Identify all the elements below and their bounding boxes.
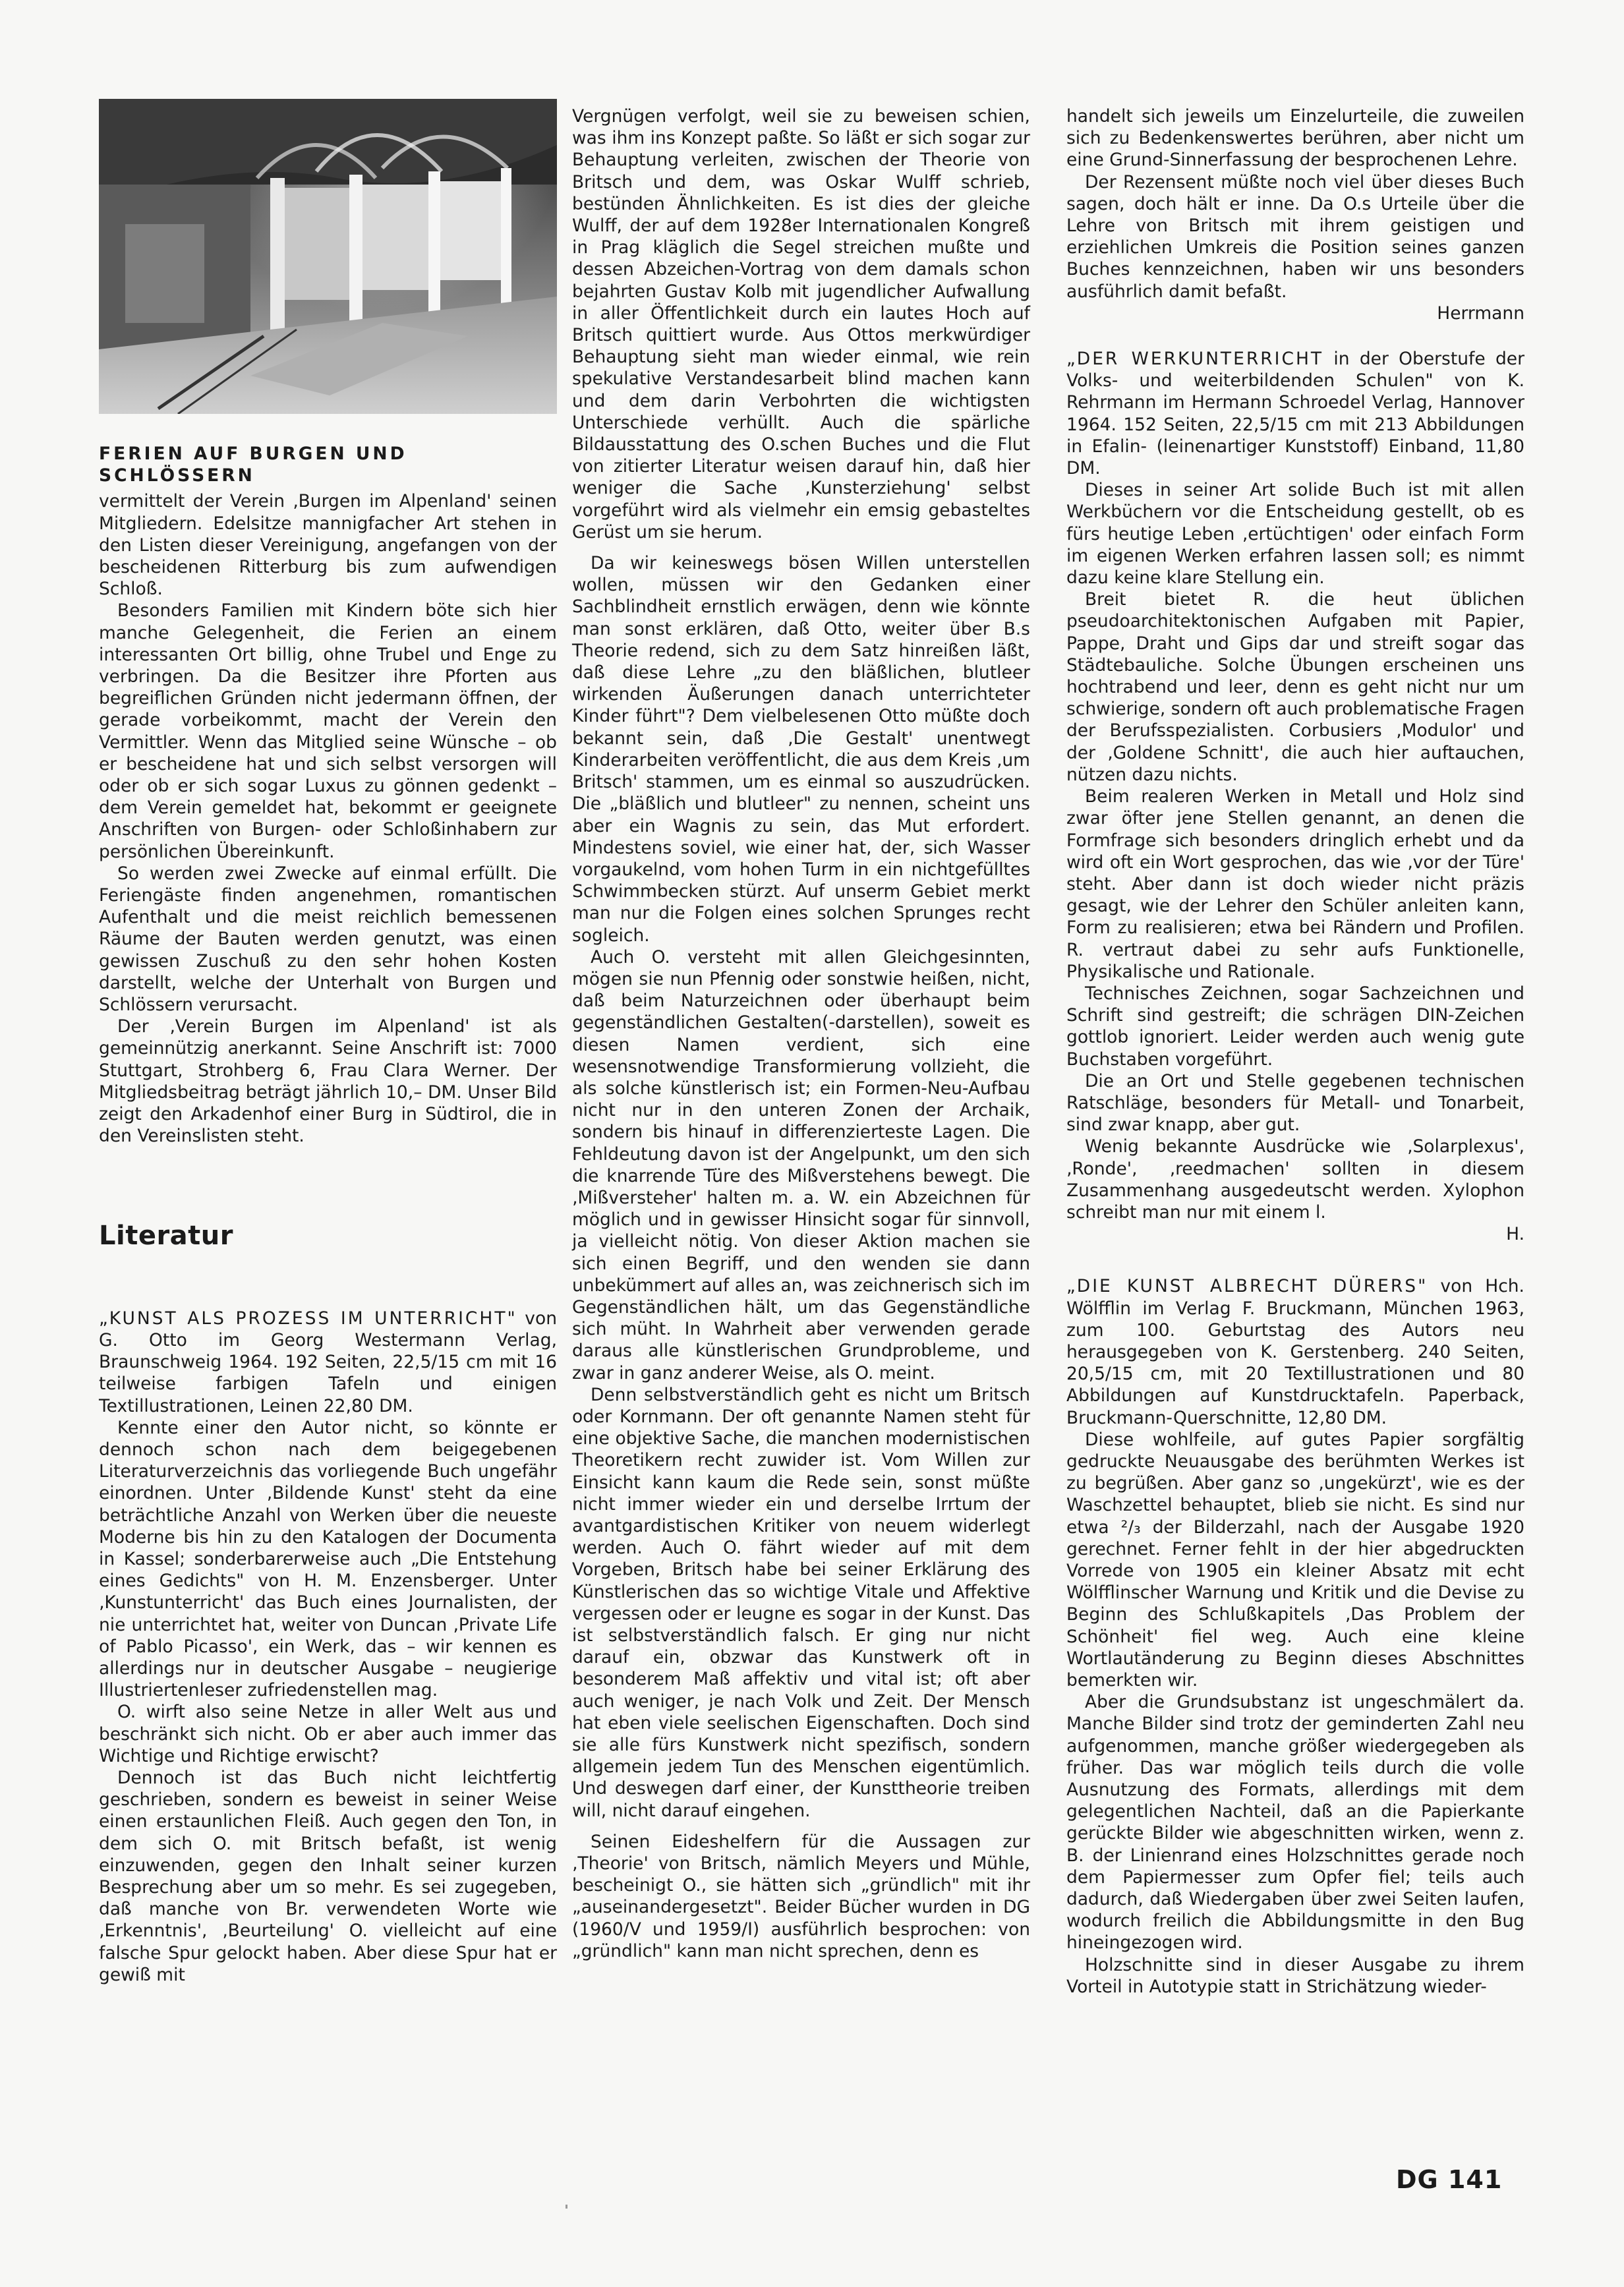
page-number: DG 141 (1396, 2165, 1503, 2194)
literatur-heading: Literatur (99, 1220, 233, 1251)
column-right (1066, 105, 1524, 1998)
review-bibliography: von Hch. Wölfflin im Verlag F. Bruckmann, München 1963, zum 100. Geburtstag des Autors neu herausgegeben von K. Gerstenberg. 240 Seiten, 20,5/15 cm, mit 20 Textillustrationen und 80 Abbildungen auf Kunstdrucktafeln. Paperback, Bruckmann-Querschnitte, 12,80 DM. (1066, 1276, 1524, 1428)
review-signature: H. (1506, 1224, 1524, 1245)
ferien-paragraph: Der ‚Verein Burgen im Alpenland' ist als gemeinnützig anerkannt. Seine Anschrift ist: 7000 Stuttgart, Strohberg 6, Frau Clara Werner. Der Mitgliedsbeitrag beträgt jährlich 10,– DM. Unser Bild zeigt den Arkadenhof einer Burg in Südtirol, die in den Vereinslisten steht. (99, 1016, 557, 1147)
review-paragraph: Aber die Grundsubstanz ist ungeschmälert da. Manche Bilder sind trotz der geminderten Zahl neu aufgenommen, manche größer wiedergegeben als früher. Das war möglich teils durch die volle Ausnutzung des Formats, allerdings mit dem gelegentlichen Nachteil, daß an die Papierkante gerückte Bilder wie abgeschnitten wirken, wenn z. B. der Linienrand eines Holzschnittes gerade noch dem Papiermesser zum Opfer fiel; teils auch dadurch, daß Wiedergaben über zwei Seiten laufen, wodurch freilich die Abbildungsmitte in den Bug hineingezogen wird. (1066, 1692, 1524, 1954)
review-paragraph: Die an Ort und Stelle gegebenen technischen Ratschläge, besonders für Metall- und Tonarbeit, sind zwar knapp, aber gut. (1066, 1070, 1524, 1136)
review-paragraph: Seinen Eideshelfern für die Aussagen zur ‚Theorie' von Britsch, nämlich Meyers und Mühle, bescheinigt O., sie hätten sich „gründlich" mit ihr „auseinandergesetzt". Beider Bücher wurden in DG (1960/V und 1959/I) ausführlich besprochen: von „gründlich" kann man nicht sprechen, denn es (572, 1831, 1030, 1961)
column-middle (572, 105, 1030, 1962)
review-paragraph: handelt sich jeweils um Einzelurteile, die zuweilen sich zu Bedenkenswertes berühren, aber nicht um eine Grund-Sinnerfassung der besprochenen Lehre. (1066, 106, 1524, 171)
review-intro (99, 1308, 557, 1417)
review-paragraph: O. wirft also seine Netze in aller Welt aus und beschränkt sich nicht. Ob er aber auch immer das Wichtige und Richtige erwischt? (99, 1702, 557, 1766)
review-title: „KUNST ALS PROZESS IM UNTERRICHT" (99, 1308, 517, 1329)
review-paragraph: Vergnügen verfolgt, weil sie zu beweisen schien, was ihm ins Konzept paßte. So läßt er sich sogar zur Behauptung verleiten, zwischen der Theorie von Britsch und dem, was Oskar Wulff schrieb, bestünden Ähnlichkeiten. Es ist dies der gleiche Wulff, der auf dem 1928er Internationalen Kongreß in Prag kläglich die Segel streichen mußte und dessen Abzeichen-Vortrag von dem damals schon bejahrten Gustav Kolb mit jugendlicher Aufwallung in aller Öffentlichkeit durch ein lautes Hoch auf Britsch quittiert wurde. Aus Ottos merkwürdiger Behauptung sieht man wieder einmal, wie rein spekulative Verstandesarbeit blind machen kann und dem darin Verbohrten die wichtigsten Unterschiede verhüllt. Auch die spärliche Bildausstattung des O.schen Buches und die Flut von zitierter Literatur weisen darauf hin, daß hier weniger die Sache ‚Kunsterziehung' selbst vorgeführt wird als vielmehr ein emsig gebasteltes Gerüst um sie herum. (572, 106, 1030, 542)
review-title: „DIE KUNST ALBRECHT DÜRERS" (1066, 1276, 1428, 1297)
arcade-photo (99, 99, 557, 414)
review-paragraph: Auch O. versteht mit allen Gleichgesinnten, mögen sie nun Pfennig oder sonstwie heißen, nicht, daß beim Naturzeichnen oder überhaupt beim gegenständlichen Gestalten(-darstellen), soweit es diesen Namen verdient, sich eine wesensnotwendige Transformierung vollzieht, die als solche künstlerisch ist; ein Formen-Neu-Aufbau nicht nur in den unteren Zonen der Archaik, sondern bis hinauf in differenzierteste Lagen. Die Fehldeutung davon ist der Angelpunkt, um den sich die knarrende Türe des Mißverstehens bewegt. Die ‚Mißversteher' halten m. a. W. ein Abzeichnen für möglich und in gewisser Hinsicht sogar für sinnvoll, ja vielleicht nötig. Von dieser Aktion machen sie sich einen Begriff, und den wenden sie dann unbekümmert auf alles an, was zeichnerisch sich im Gegenständlichen hält, um das Gegenständliche sich müht. In Wahrheit aber verwenden gerade daraus alle künstlerischen Grundprobleme, und zwar in ganz anderer Weise, als O. meint. (572, 946, 1030, 1383)
review-paragraph: Breit bietet R. die heut üblichen pseudoarchitektonischen Aufgaben mit Papier, Pappe, Draht und Gips dar und streift sogar das Städtebauliche. Solche Übungen erscheinen uns hochtrabend und leer, denn es geht nicht nur um schwierige, sondern oft auch problematische Fragen der Berufsspezialisten. Corbusiers ‚Modulor' und der ‚Goldene Schnitt', die auch hier auftauchen, nützen dazu nichts. (1066, 589, 1524, 785)
ferien-paragraph: So werden zwei Zwecke auf einmal erfüllt. Die Feriengäste finden angenehmen, romantischen Aufenthalt und die meist reichlich bemessenen Räume der Bauten werden genutzt, was einen gewissen Zuschuß zu den sehr hohen Kosten darstellt, welche der Unterhalt von Burgen und Schlössern verursacht. (99, 863, 557, 1016)
review-bibliography: in der Oberstufe der Volks- und weiterbildenden Schulen" von K. Rehrmann im Hermann Schroedel Verlag, Hannover 1964. 152 Seiten, 22,5/15 cm mit 213 Abbildungen in Efalin- (leinenartiger Kunststoff) Einband, 11,80 DM. (1066, 349, 1524, 479)
review-intro (1066, 1275, 1524, 1428)
review-paragraph: Wenig bekannte Ausdrücke wie ‚Solarplexus', ‚Ronde', ‚reedmachen' sollten in diesem Zusammenhang ausgedeutscht werden. Xylophon schreibt man nur mit einem l. (1066, 1136, 1524, 1223)
review-intro (1066, 348, 1524, 479)
ferien-paragraph: vermittelt der Verein ‚Burgen im Alpenland' seinen Mitgliedern. Edelsitze mannigfacher Art stehen in den Listen dieser Vereinigung, angefangen von der bescheidenen Ritterburg bis zum aufwendigen Schloß. (99, 491, 557, 600)
review-signature: Herrmann (1437, 303, 1524, 324)
review-bibliography: von G. Otto im Georg Westermann Verlag, Braunschweig 1964. 192 Seiten, 22,5/15 cm mit 16 teilweise farbigen Tafeln und einigen Textillustrationen, Leinen 22,80 DM. (99, 1308, 557, 1416)
arcade-illustration (99, 99, 557, 414)
ferien-paragraph: Besonders Familien mit Kindern böte sich hier manche Gelegenheit, die Ferien an einem interessanten Ort billig, ohne Trubel und Enge zu verbringen. Da die Besitzer ihre Pforten aus begreiflichen Gründen nicht jedermann öffnen, der gerade vorbeikommt, macht der Verein den Vermittler. Wenn das Mitglied seine Wünsche – ob er bescheidene hat und sich selbst versorgen will oder ob er sich sogar Luxus zu gönnen gedenkt – dem Verein gemeldet hat, bekommt er geeignete Anschriften von Burgen- oder Schloßinhabern zur persönlichen Übereinkunft. (99, 600, 557, 862)
review-paragraph: Diese wohlfeile, auf gutes Papier sorgfältig gedruckte Neuausgabe des berühmten Werkes ist zu begrüßen. Aber ganz so ‚ungekürzt', wie es der Waschzettel behauptet, blieb sie nicht. Es sind nur etwa ²/₃ der Bilderzahl, nach der Ausgabe 1920 gerechnet. Ferner fehlt in der hier abgedruckten Vorrede von 1905 ein kleiner Absatz mit echt Wölfflinscher Warnung und Kritik und die Devise zu Beginn des Schlußkapitels ‚Das Problem der Schönheit' fiel weg. Auch eine kleine Wortlautänderung zu Beginn dieses Abschnittes bemerkten wir. (1066, 1429, 1524, 1691)
review-paragraph: Der Rezensent müßte noch viel über dieses Buch sagen, doch hält er inne. Da O.s Urteile über die Lehre von Britsch mit ihrem geistigen und erziehlichen Umkreis die Position seines ganzen Buches kennzeichnen, haben wir uns besonders ausführlich damit befaßt. (1066, 171, 1524, 302)
review-title: „DER WERKUNTERRICHT (1066, 349, 1324, 370)
review-paragraph: Da wir keineswegs bösen Willen unterstellen wollen, müssen wir den Gedanken einer Sachblindheit ernstlich erwägen, denn wie könnte man sonst erklären, daß Otto, weiter über B.s Theorie redend, sich zu dem Satz hinreißen läßt, daß diese Lehre „zu den bläßlichen, blutleer wirkenden Äußerungen danach unterrichteter Kinder führt"? Dem vielbelesenen Otto müßte doch bekannt sein, daß ‚Die Gestalt' unentwegt Kinderarbeiten veröffentlicht, die aus dem Kreis ‚um Britsch' stammen, um es einmal so auszudrücken. Die „bläßlich und blutleer" zu nennen, scheint uns aber ein Wagnis zu sein, das Mut erfordert. Mindestens soviel, wie einer hat, der, sich Wasser vorgaukelnd, vom hohen Turm in ein nichtgefülltes Schwimmbecken stürzt. Auf unserm Gebiet merkt man nur die Folgen eines solchen Sprunges recht sogleich. (572, 553, 1030, 946)
print-speck (566, 2205, 567, 2209)
ferien-heading: FERIEN AUF BURGEN UND SCHLÖSSERN (99, 444, 407, 486)
review-paragraph: Holzschnitte sind in dieser Ausgabe zu ihrem Vorteil in Autotypie statt in Strichätzung wieder- (1066, 1954, 1524, 1997)
review-paragraph: Technisches Zeichnen, sogar Sachzeichnen und Schrift sind gestreift; die schrägen DIN-Zeichen gottlob ignoriert. Leider werden auch wenig gute Buchstaben vorgeführt. (1066, 983, 1524, 1070)
review-paragraph: Beim realeren Werken in Metall und Holz sind zwar öfter jene Stellen genannt, an denen die Formfrage sich besonders dringlich erhebt und da wird oft ein Wort gesprochen, das wie ‚vor der Türe' steht. Aber dann ist doch wieder nicht präzis gesagt, wie der Lehrer den Schüler anleiten kann, Form zu realisieren; etwa bei Rändern und Profilen. R. vertraut dabei zu sehr aufs Funktionelle, Physikalische und Rationale. (1066, 786, 1524, 982)
review-paragraph: Kennte einer den Autor nicht, so könnte er dennoch schon nach dem beigegebenen Literaturverzeichnis das vorliegende Buch ungefähr einordnen. Unter ‚Bildende Kunst' steht da eine beträchtliche Anzahl von Werken über die neueste Moderne bis hin zu den Katalogen der Documenta in Kassel; sonderbarerweise auch „Die Entstehung eines Gedichts" von H. M. Enzensberger. Unter ‚Kunstunterricht' das Buch eines Journalisten, der nie unterrichtet hat, weiter von Duncan ‚Private Life of Pablo Picasso', ein Werk, das – wir kennen es allerdings nur in deutscher Ausgabe – neugierige Illustriertenleser zufriedenstellen mag. (99, 1417, 557, 1701)
review-paragraph: Denn selbstverständlich geht es nicht um Britsch oder Kornmann. Der oft genannte Namen steht für eine objektive Sache, die manchen modernistischen Theoretikern recht zuwider ist. Vom Willen zur Einsicht kann kaum die Rede sein, sonst müßte nicht immer wieder ein und derselbe Irrtum der avantgardistischen Kritiker von neuem widerlegt werden. Auch O. fährt wieder auf mit dem Vorgeben, Britsch habe bei seiner Erklärung des Künstlerischen das so wichtige Vitale und Affektive vergessen oder er leugne es sogar in der Kunst. Das ist selbstverständlich falsch. Er ging nur nicht darauf ein, obzwar das Kunstwerk oft in besonderem Maß affektiv und vital ist; oft aber auch weniger, je nach Volk und Zeit. Der Mensch hat eben viele seelischen Eigenschaften. Doch sind sie alle fürs Kunstwerk nicht spezifisch, sondern allgemein jedem Tun des Menschen eigentümlich. Und deswegen darf einer, der Kunsttheorie treiben will, nicht darauf eingehen. (572, 1384, 1030, 1821)
review-paragraph: Dieses in seiner Art solide Buch ist mit allen Werkbüchern vor die Entscheidung gestellt, ob es fürs heutige Leben ‚ertüchtigen' oder einfach Form im eigenen Werken erfahren lassen soll; es nimmt dazu keine klare Stellung ein. (1066, 480, 1524, 589)
column-left (99, 99, 557, 1986)
review-paragraph: Dennoch ist das Buch nicht leichtfertig geschrieben, sondern es beweist in seiner Weise einen erstaunlichen Fleiß. Auch gegen den Ton, in dem sich O. mit Britsch befaßt, ist wenig einzuwenden, gegen den Inhalt seiner kurzen Besprechung aber um so mehr. Es sei zugegeben, daß manche von Br. verwendeten Worte wie ‚Erkenntnis', ‚Beurteilung' O. vielleicht auf eine falsche Spur gelockt haben. Aber diese Spur hat er gewiß mit (99, 1767, 557, 1985)
